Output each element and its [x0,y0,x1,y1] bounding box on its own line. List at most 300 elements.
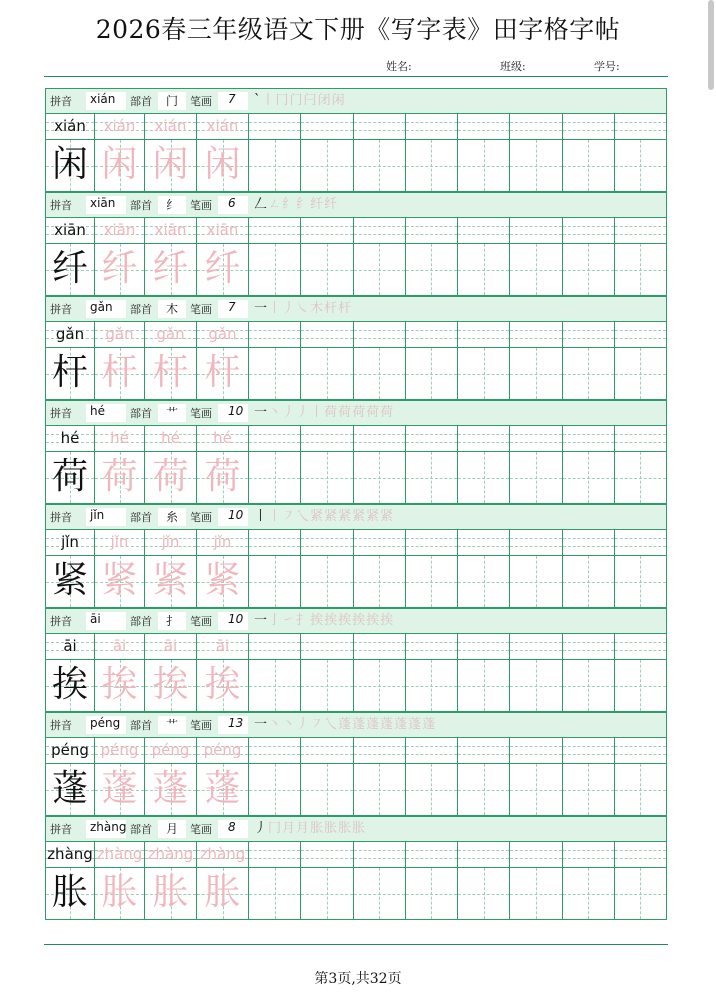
pinyin-cell[interactable] [615,530,667,556]
trace-character: 蓬 [152,768,189,809]
pinyin-cell[interactable] [563,634,615,660]
pinyin-cell[interactable] [145,426,197,452]
pinyin-cell[interactable] [95,738,145,764]
tian-grid-cell[interactable] [510,348,562,400]
pinyin-cell[interactable] [249,530,301,556]
pinyin-value: zhàng [90,820,127,834]
page-title: 2026春三年级语文下册《写字表》田字格字帖 [95,15,621,44]
tian-grid-cell[interactable] [354,660,406,712]
tian-grid-cell[interactable] [458,244,510,296]
tian-grid-cell[interactable] [354,140,406,192]
pinyin-trace: xiān [103,221,136,239]
character-info-header [45,816,667,842]
model-character: 紧 [51,560,88,601]
trace-character: 紧 [204,560,241,601]
pinyin-cell[interactable] [301,738,353,764]
pinyin-row [45,634,667,660]
pinyin-cell[interactable] [354,530,406,556]
stroke-step: 紧 [366,509,381,524]
tian-grid-cell[interactable] [406,452,458,504]
tian-grid-cell[interactable] [301,140,353,192]
pinyin-trace: hé [110,429,129,447]
stroke-step: 紧 [338,509,353,524]
pinyin-cell[interactable] [458,322,510,348]
tian-grid-cell[interactable] [145,244,197,296]
pinyin-cell[interactable] [354,634,406,660]
pinyin-cell[interactable] [458,114,510,140]
tian-grid-cell[interactable] [510,764,562,816]
pinyin-cell[interactable] [406,322,458,348]
tian-grid-cell[interactable] [95,452,145,504]
pinyin-row [45,738,667,764]
tian-grid-cell[interactable] [615,244,667,296]
stroke-step: 丨 [261,93,276,108]
pinyin-cell[interactable] [458,530,510,556]
pinyin-cell[interactable] [95,218,145,244]
pinyin-cell[interactable] [615,738,667,764]
stroke-step: 挨 [352,613,367,628]
tian-grid-cell[interactable] [615,868,667,920]
pinyin-trace: jǐn [213,533,232,551]
pinyin-cell [45,114,95,140]
pinyin-cell[interactable] [249,114,301,140]
pinyin-row [45,114,667,140]
tian-grid-cell[interactable] [249,764,301,816]
stroke-step: 乀 [296,509,311,524]
trace-character: 杆 [101,352,138,393]
stroke-order [254,817,668,841]
character-block [45,400,667,504]
tian-grid-cell[interactable] [458,660,510,712]
tian-grid-cell[interactable] [249,660,301,712]
tian-grid-cell[interactable] [354,556,406,608]
tian-grid-cell[interactable] [145,140,197,192]
pinyin-cell[interactable] [563,738,615,764]
pinyin-cell[interactable] [615,114,667,140]
pinyin-cell[interactable] [145,634,197,660]
pinyin-cell[interactable] [510,114,562,140]
tian-grid-cell[interactable] [458,452,510,504]
pinyin-cell[interactable] [510,634,562,660]
pinyin-text: hé [60,429,80,447]
pinyin-cell[interactable] [301,114,353,140]
pinyin-cell[interactable] [301,322,353,348]
tian-grid-cell[interactable] [95,764,145,816]
character-block [45,608,667,712]
writing-row [45,244,667,296]
pinyin-text: xián [54,117,86,135]
pinyin-cell[interactable] [95,634,145,660]
pinyin-cell[interactable] [95,322,145,348]
tian-grid-cell[interactable] [95,348,145,400]
tian-grid-cell[interactable] [615,452,667,504]
stroke-count: 7 [228,92,236,106]
radical-value: 木 [166,302,179,316]
tian-grid-cell[interactable] [197,140,249,192]
stroke-step: ㄥ [268,197,283,212]
tian-grid-cell[interactable] [615,140,667,192]
footer-rule [44,944,668,945]
stroke-step: 一 [254,613,269,628]
pinyin-cell[interactable] [145,842,197,868]
radical-value: 门 [166,94,179,108]
tian-grid-cell[interactable] [249,140,301,192]
pinyin-row [45,530,667,556]
pinyin-cell[interactable] [406,842,458,868]
tian-grid-cell[interactable] [458,348,510,400]
tian-grid-cell[interactable] [354,348,406,400]
pinyin-trace: āi [112,637,127,655]
pinyin-cell[interactable] [615,842,667,868]
tian-grid-cell[interactable] [510,660,562,712]
tian-grid-cell [45,556,95,608]
tian-grid-cell[interactable] [249,348,301,400]
tian-grid-cell[interactable] [406,140,458,192]
pinyin-label: 拼音 [50,407,72,420]
pinyin-cell[interactable] [145,322,197,348]
pinyin-cell[interactable] [615,218,667,244]
model-character: 荷 [51,456,88,497]
tian-grid-cell[interactable] [301,348,353,400]
pinyin-label: 拼音 [50,615,72,628]
trace-character: 纤 [204,248,241,289]
stroke-step: 丿 [282,405,297,420]
pinyin-trace: péng [203,741,242,759]
stroke-step: 紧 [380,509,395,524]
stroke-step: 蓬 [422,717,437,732]
tian-grid-cell [45,868,95,920]
pinyin-trace: xián [206,117,239,135]
stroke-step: 紧 [352,509,367,524]
stroke-step: 冂 [268,821,283,836]
pinyin-cell[interactable] [510,530,562,556]
pinyin-cell[interactable] [563,322,615,348]
pinyin-cell[interactable] [197,634,249,660]
pinyin-cell[interactable] [406,530,458,556]
trace-character: 蓬 [101,768,138,809]
stroke-step: 丶 [268,405,283,420]
tian-grid-cell[interactable] [510,868,562,920]
stroke-step: 一 [254,717,269,732]
pinyin-cell[interactable] [458,738,510,764]
pinyin-cell[interactable] [563,426,615,452]
model-character: 胀 [51,872,88,913]
radical-label: 部首 [130,719,152,732]
tian-grid-cell[interactable] [406,764,458,816]
pinyin-cell[interactable] [249,842,301,868]
pinyin-cell[interactable] [95,114,145,140]
trace-character: 杆 [152,352,189,393]
stroke-step: 杆 [324,301,339,316]
writing-row [45,660,667,712]
stroke-step: 纤 [324,197,339,212]
tian-grid-cell[interactable] [563,452,615,504]
pinyin-cell[interactable] [301,530,353,556]
pinyin-label: 拼音 [50,199,72,212]
tian-grid-cell[interactable] [563,556,615,608]
stroke-step: 荷 [380,405,395,420]
tian-grid-cell [45,140,95,192]
pinyin-cell[interactable] [354,218,406,244]
stroke-step: 月 [296,821,311,836]
tian-grid-cell[interactable] [145,556,197,608]
id-label: 学号: [594,60,620,73]
radical-label: 部首 [130,303,152,316]
strokes-label: 笔画 [190,303,212,316]
tian-grid-cell [45,764,95,816]
tian-grid-cell[interactable] [406,868,458,920]
pinyin-cell[interactable] [301,426,353,452]
tian-grid-cell[interactable] [354,244,406,296]
pinyin-cell[interactable] [458,218,510,244]
tian-grid-cell[interactable] [197,244,249,296]
pinyin-cell[interactable] [197,114,249,140]
tian-grid-cell[interactable] [510,556,562,608]
pinyin-row [45,426,667,452]
tian-grid-cell[interactable] [406,660,458,712]
tian-grid-cell[interactable] [615,764,667,816]
pinyin-cell[interactable] [249,738,301,764]
tian-grid-cell[interactable] [510,244,562,296]
tian-grid-cell[interactable] [197,868,249,920]
tian-grid-cell[interactable] [406,348,458,400]
trace-character: 胀 [101,872,138,913]
pinyin-trace: gǎn [105,325,134,343]
tian-grid-cell[interactable] [510,452,562,504]
stroke-step: 丿 [254,821,269,836]
tian-grid-cell[interactable] [301,452,353,504]
stroke-step: 紧 [310,509,325,524]
character-block [45,712,667,816]
tian-grid-cell[interactable] [510,140,562,192]
tian-grid-cell[interactable] [145,660,197,712]
pinyin-cell[interactable] [563,842,615,868]
pinyin-text: xiān [54,221,86,239]
pinyin-cell[interactable] [145,114,197,140]
tian-grid-cell[interactable] [615,660,667,712]
pinyin-cell[interactable] [197,530,249,556]
pinyin-cell[interactable] [197,426,249,452]
practice-sheet [45,88,667,920]
pinyin-cell[interactable] [354,114,406,140]
pinyin-cell[interactable] [249,218,301,244]
tian-grid-cell[interactable] [249,556,301,608]
pinyin-cell[interactable] [615,634,667,660]
pinyin-value: āi [90,612,101,626]
character-info-header [45,88,667,114]
tian-grid-cell[interactable] [197,764,249,816]
pinyin-cell[interactable] [301,218,353,244]
pinyin-value: hé [90,404,105,418]
tian-grid-cell[interactable] [458,868,510,920]
pinyin-cell[interactable] [406,114,458,140]
tian-grid-cell[interactable] [458,556,510,608]
tian-grid-cell[interactable] [615,348,667,400]
pinyin-cell[interactable] [197,322,249,348]
tian-grid-cell[interactable] [563,660,615,712]
stroke-order [254,713,668,737]
pinyin-cell[interactable] [510,842,562,868]
pinyin-value: péng [90,716,121,730]
pinyin-cell [45,322,95,348]
pinyin-cell[interactable] [458,426,510,452]
writing-row [45,764,667,816]
tian-grid-cell[interactable] [406,244,458,296]
stroke-step: 胀 [324,821,339,836]
tian-grid-cell[interactable] [197,556,249,608]
pinyin-cell[interactable] [301,634,353,660]
pinyin-cell[interactable] [510,218,562,244]
pinyin-cell[interactable] [354,322,406,348]
tian-grid-cell[interactable] [145,348,197,400]
radical-label: 部首 [130,95,152,108]
pinyin-label: 拼音 [50,303,72,316]
trace-character: 闲 [152,144,189,185]
pinyin-cell[interactable] [354,426,406,452]
stroke-step: 荷 [324,405,339,420]
pinyin-cell[interactable] [563,530,615,556]
pinyin-cell[interactable] [145,530,197,556]
model-character: 杆 [51,352,88,393]
tian-grid-cell[interactable] [95,140,145,192]
tian-grid-cell[interactable] [458,140,510,192]
pinyin-cell[interactable] [406,634,458,660]
character-block [45,504,667,608]
tian-grid-cell[interactable] [301,868,353,920]
tian-grid-cell[interactable] [145,868,197,920]
pinyin-trace: gǎn [208,325,237,343]
tian-grid-cell [45,244,95,296]
pinyin-cell[interactable] [406,218,458,244]
tian-grid-cell[interactable] [95,556,145,608]
pinyin-cell [45,738,95,764]
pinyin-cell[interactable] [615,322,667,348]
tian-grid-cell[interactable] [406,556,458,608]
pinyin-cell[interactable] [563,218,615,244]
tian-grid-cell[interactable] [354,764,406,816]
stroke-step: ` [254,93,262,108]
tian-grid-cell[interactable] [301,244,353,296]
pinyin-cell[interactable] [145,218,197,244]
pinyin-cell[interactable] [458,634,510,660]
pinyin-trace: xiān [206,221,239,239]
pinyin-cell[interactable] [197,738,249,764]
tian-grid-cell[interactable] [354,452,406,504]
trace-character: 杆 [204,352,241,393]
tian-grid-cell[interactable] [354,868,406,920]
tian-grid-cell[interactable] [615,556,667,608]
trace-character: 挨 [101,664,138,705]
character-info-header [45,296,667,322]
pinyin-label: 拼音 [50,95,72,108]
stroke-step: 乀 [324,717,339,732]
pinyin-cell[interactable] [145,738,197,764]
trace-character: 闲 [101,144,138,185]
tian-grid-cell [45,348,95,400]
pinyin-cell[interactable] [563,114,615,140]
pinyin-cell[interactable] [354,842,406,868]
tian-grid-cell[interactable] [301,556,353,608]
stroke-step: 纟 [282,197,297,212]
stroke-step: 挨 [310,613,325,628]
strokes-label: 笔画 [190,95,212,108]
stroke-step: 丿 [296,717,311,732]
pinyin-trace: péng [151,741,190,759]
stroke-step: 紧 [324,509,339,524]
tian-grid-cell[interactable] [95,868,145,920]
pinyin-cell[interactable] [458,842,510,868]
radical-label: 部首 [130,199,152,212]
pinyin-cell[interactable] [510,322,562,348]
pinyin-trace: xián [103,117,136,135]
pinyin-cell[interactable] [510,738,562,764]
tian-grid-cell[interactable] [563,348,615,400]
stroke-step: 杆 [338,301,353,316]
tian-grid-cell[interactable] [95,660,145,712]
pinyin-cell[interactable] [249,426,301,452]
pinyin-value: jǐn [90,508,105,522]
pinyin-cell[interactable] [249,322,301,348]
stroke-step: 挨 [338,613,353,628]
pinyin-cell[interactable] [197,218,249,244]
pinyin-cell [45,426,95,452]
pinyin-cell[interactable] [406,738,458,764]
tian-grid-cell[interactable] [249,244,301,296]
tian-grid-cell[interactable] [563,764,615,816]
character-info-header [45,192,667,218]
stroke-step: 纟 [296,197,311,212]
pinyin-cell[interactable] [197,842,249,868]
pinyin-cell[interactable] [510,426,562,452]
pinyin-trace: jǐn [110,533,129,551]
pinyin-cell[interactable] [95,426,145,452]
stroke-count: 10 [228,612,244,626]
character-block [45,816,667,920]
scrollbar[interactable] [708,0,714,90]
tian-grid-cell[interactable] [563,244,615,296]
tian-grid-cell[interactable] [197,348,249,400]
pinyin-text: zhàng [47,845,93,863]
stroke-step: 闩 [303,93,318,108]
pinyin-cell[interactable] [615,426,667,452]
pinyin-cell[interactable] [354,738,406,764]
tian-grid-cell[interactable] [563,140,615,192]
tian-grid-cell[interactable] [95,244,145,296]
tian-grid-cell[interactable] [197,660,249,712]
tian-grid-cell[interactable] [301,660,353,712]
stroke-step: 丶 [282,717,297,732]
pinyin-cell[interactable] [406,426,458,452]
tian-grid-cell[interactable] [197,452,249,504]
tian-grid-cell[interactable] [563,868,615,920]
pinyin-cell[interactable] [301,842,353,868]
radical-value: 艹 [166,718,179,732]
tian-grid-cell[interactable] [145,452,197,504]
stroke-step: 木 [310,301,325,316]
radical-label: 部首 [130,407,152,420]
tian-grid-cell[interactable] [145,764,197,816]
tian-grid-cell[interactable] [249,868,301,920]
pinyin-cell[interactable] [95,842,145,868]
tian-grid-cell[interactable] [249,452,301,504]
pinyin-cell[interactable] [249,634,301,660]
pinyin-value: xián [90,92,116,106]
pinyin-label: 拼音 [50,823,72,836]
tian-grid-cell[interactable] [301,764,353,816]
tian-grid-cell[interactable] [458,764,510,816]
stroke-order [254,401,668,425]
pinyin-cell[interactable] [95,530,145,556]
